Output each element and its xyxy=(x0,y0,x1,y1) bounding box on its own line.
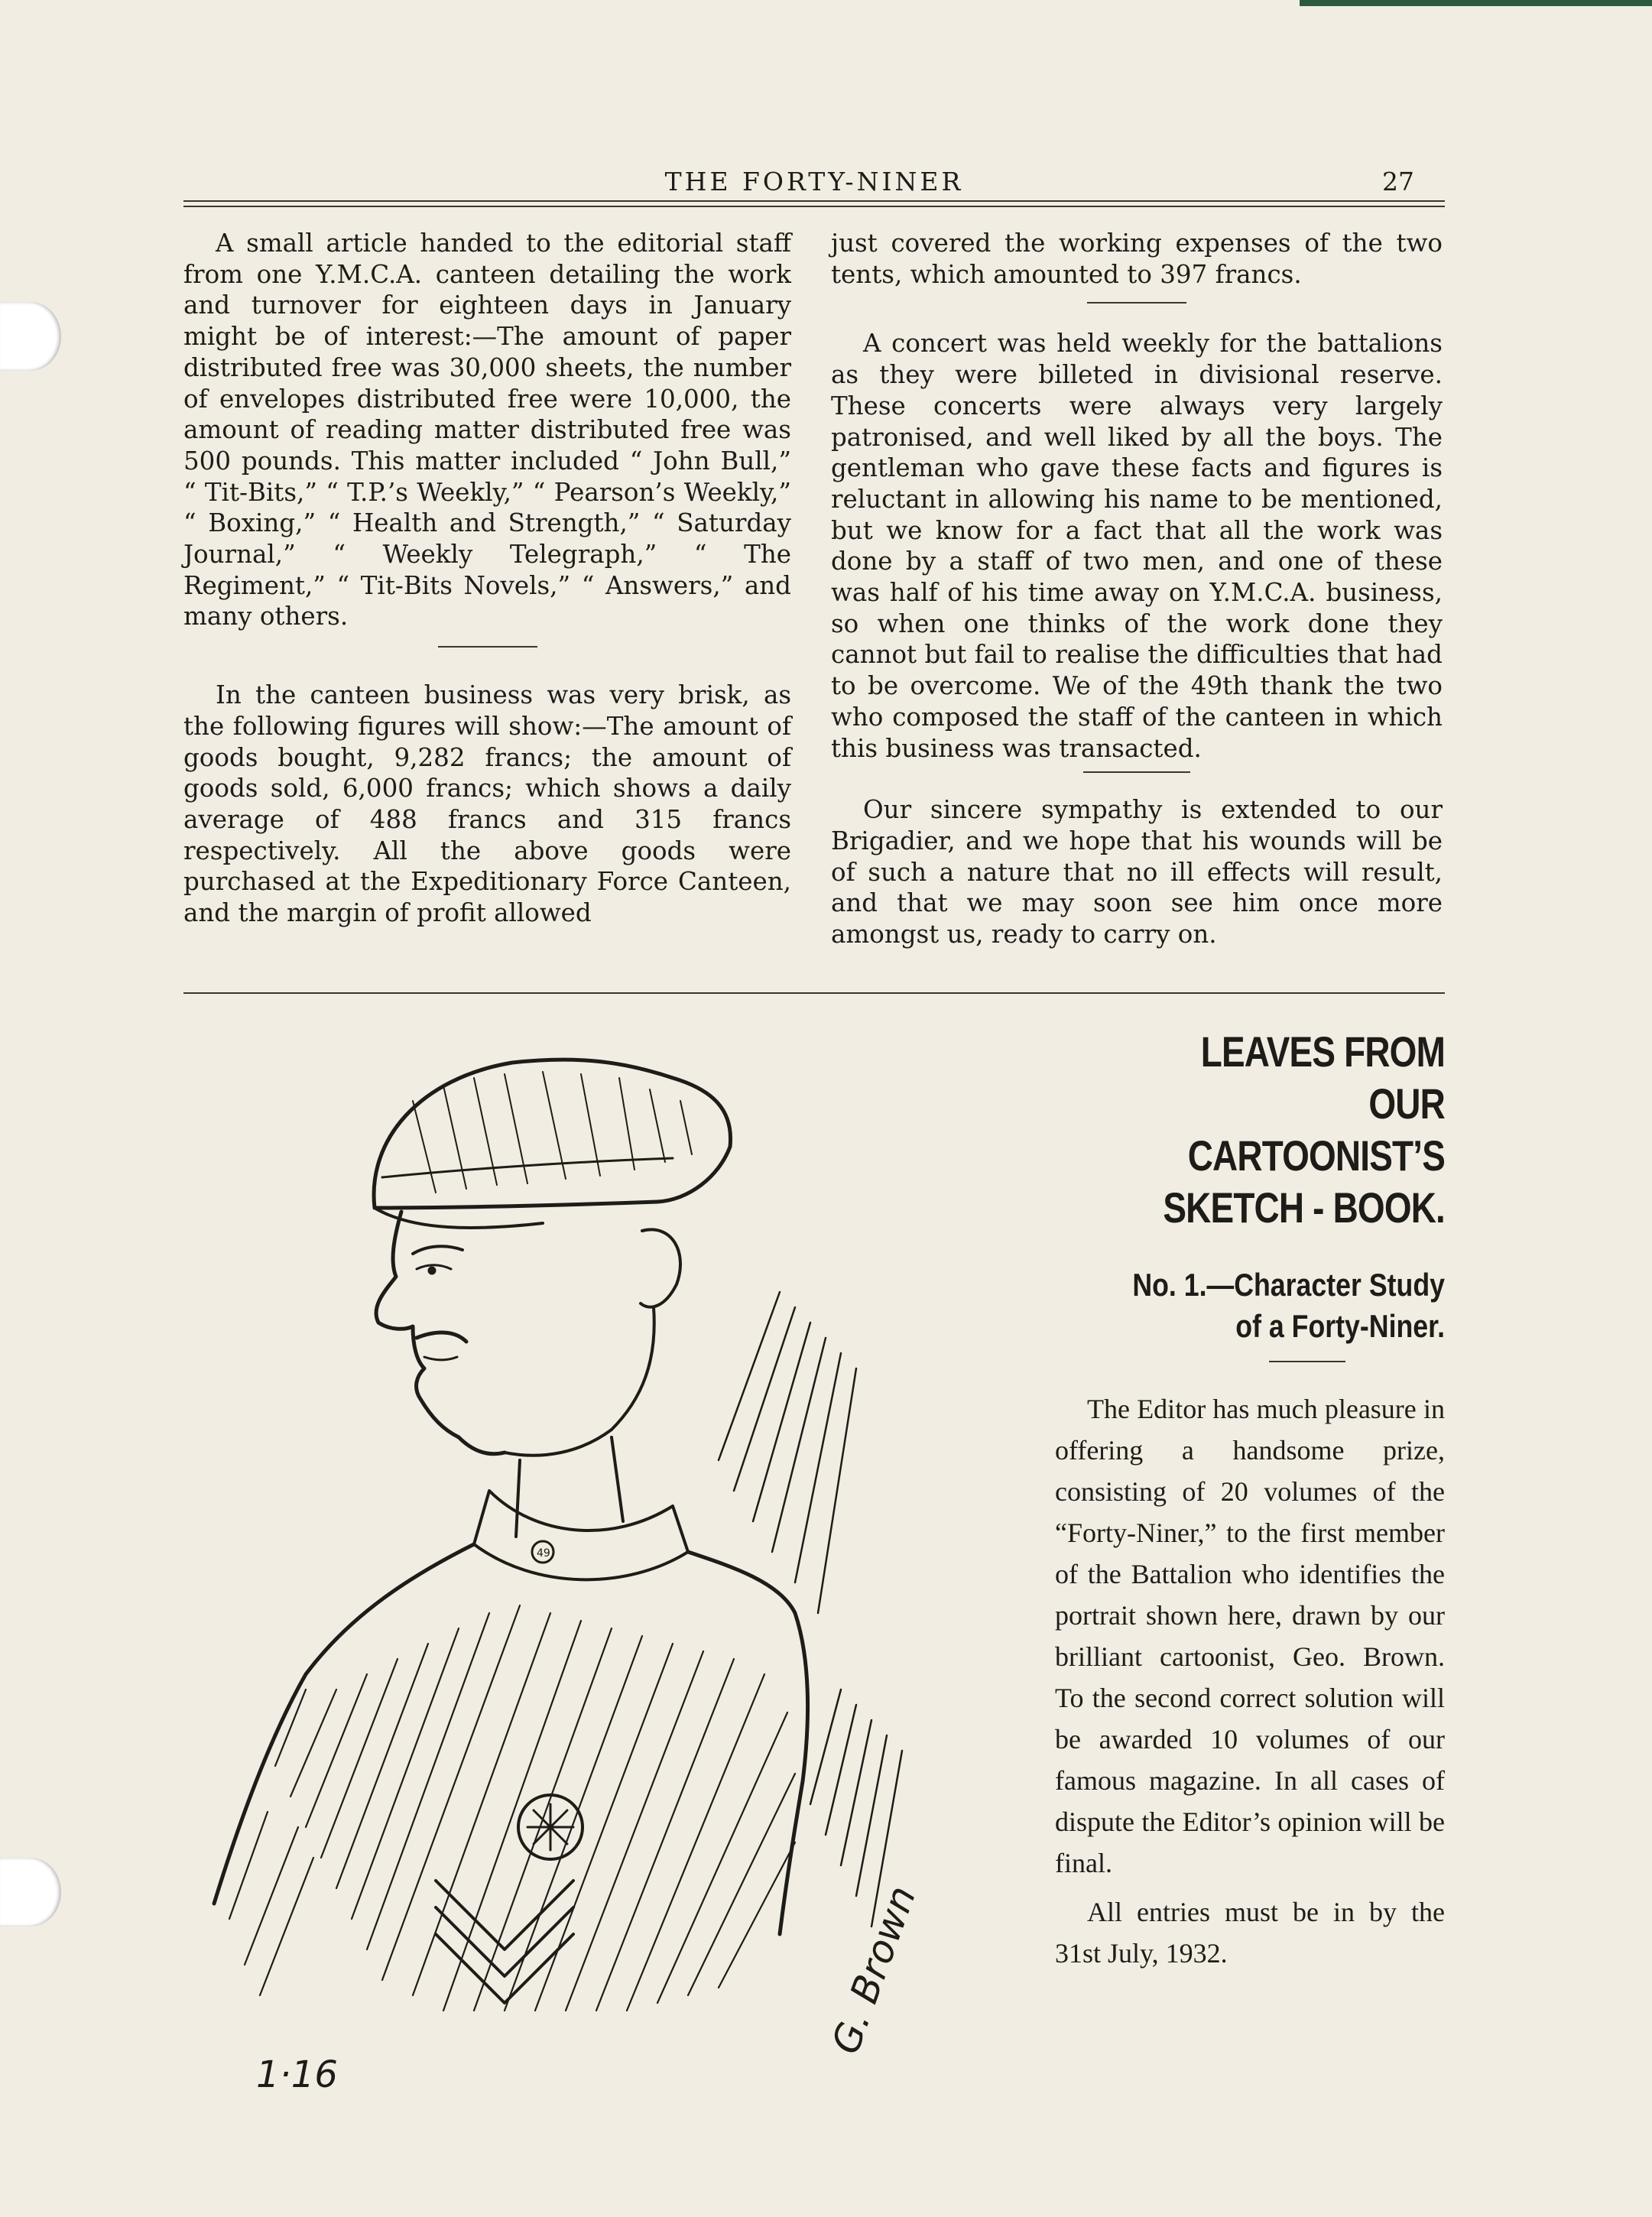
cartoon-date-mark: 1·16 xyxy=(256,2053,338,2096)
feature-subheading: No. 1.—Character Study of a Forty-Niner. xyxy=(1132,1267,1445,1344)
cap-outline xyxy=(374,1060,730,1208)
page-edge xyxy=(1300,0,1652,6)
contest-paragraph: The Editor has much pleasure in offering a handsome prize, consisting of 20 volumes of the “Forty-Niner,” to the first member of the Battalion who identifies the portrait shown here, drawn by our brilliant cartoonist, Geo. Brown. To the second correct solution will be awarded 10 volumes of our famous magazine. In all cases of dispute the Editor’s opinion will be final. xyxy=(1055,1394,1445,1878)
feature-body xyxy=(1055,1388,1445,1974)
running-header xyxy=(183,167,1445,197)
article-paragraph: A small article handed to the editorial staff from one Y.M.C.A. canteen detailing the work and turnover for eighteen days in January might be of interest:—The amount of paper distributed free was 30,000 sheets, the number of envelopes distributed free were 10,000, the amount of reading matter distributed free was 500 pounds. This matter included “ John Bull,” “ Tit-Bits,” “ T.P.’s Weekly,” “ Pearson’s Weekly,” “ Boxing,” “ Health and Strength,” “ Saturday Journal,” “ Weekly Telegraph,” “ The Regiment,” “ Tit-Bits Novels,” “ Answers,” and many others. xyxy=(183,229,791,631)
punch-hole-top xyxy=(0,302,61,371)
right-column xyxy=(831,228,1443,950)
article-paragraph: In the canteen business was very brisk, as the following figures will show:—The amount of goods bought, 9,282 francs; the amount of goods sold, 6,000 francs; which shows a daily average of 488 francs and 315 francs respectively. All the above goods were purchased at the Expeditionary Force Canteen, and the margin of profit allowed xyxy=(183,680,791,928)
tunic-outline xyxy=(214,1544,808,1934)
separator-rule xyxy=(1269,1361,1345,1362)
feature-sidebar xyxy=(1055,1026,1445,1974)
collar xyxy=(474,1491,688,1579)
separator-rule xyxy=(1083,771,1190,776)
cartoon-signature: G. Brown xyxy=(823,1880,925,2060)
magazine-title: THE FORTY-NINER xyxy=(664,167,964,196)
header-rule xyxy=(183,200,1445,207)
collar-badge-number: 49 xyxy=(537,1547,550,1560)
article-paragraph: A concert was held weekly for the battalions as they were billeted in divisional reserve. These concerts were always very largely patronised, and well liked by all the boys. The gentleman who gave these facts and figures is reluctant in allowing his name to be mentioned, but we know for a fact that all the work was done by a staff of two men, and one of these was half of his time away on Y.M.C.A. business, so when one thinks of the work done they cannot but fail to realise the difficulties that had to be overcome. We of the 49th thank the two who composed the staff of the canteen in which this business was transacted. xyxy=(831,329,1443,763)
section-divider xyxy=(183,992,1445,994)
sergeant-chevrons xyxy=(436,1881,573,2003)
page-number: 27 xyxy=(1382,167,1414,196)
separator-rule xyxy=(1087,302,1186,303)
feature-heading: LEAVES FROM OUR CARTOONIST’S SKETCH - BOOK. xyxy=(1163,1027,1445,1232)
left-column xyxy=(183,228,791,929)
cartoon-portrait xyxy=(183,1001,1024,2148)
background-strokes xyxy=(719,1292,902,1926)
separator-rule xyxy=(438,646,537,648)
deadline-paragraph: All entries must be in by the 31st July, 1932. xyxy=(1055,1897,1445,1969)
article-paragraph: just covered the working expenses of the two tents, which amounted to 397 francs. xyxy=(831,229,1443,289)
article-paragraph: Our sincere sympathy is extended to our Brigadier, and we hope that his wounds will be of such a nature that no ill effects will result, and that we may soon see him once more amongst us, ready to carry on. xyxy=(831,795,1443,949)
punch-hole-bottom xyxy=(0,1858,61,1926)
